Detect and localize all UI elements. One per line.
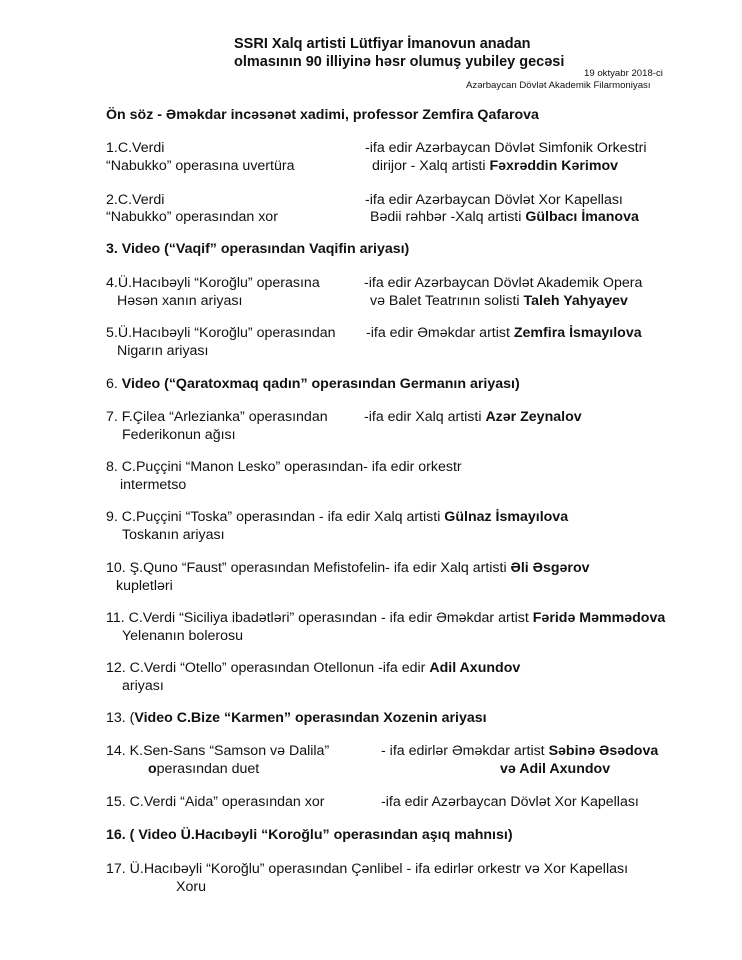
event-venue: Azərbaycan Dövlət Akademik Filarmoniyası (466, 80, 651, 91)
item-2-composer: 2.C.Verdi (106, 192, 165, 208)
item-7-performer-name: Azər Zeynalov (485, 409, 582, 425)
item-4-soloist-name: Taleh Yahyayev (523, 293, 628, 309)
item-7-work: 7. F.Çilea “Arlezianka” operasından (106, 409, 328, 425)
item-2-director-name: Gülbacı İmanova (525, 209, 639, 225)
item-14-performer-name: Səbinə Əsədova (548, 743, 659, 759)
program-title-line1: SSRI Xalq artisti Lütfiyar İmanovun anadan (234, 36, 531, 52)
item-11-line2: Yelenanın bolerosu (122, 628, 243, 644)
preface: Ön söz - Əməkdar incəsənət xadimi, professor Zemfira Qafarova (106, 107, 539, 123)
item-1-conductor-name: Fəxrəddin Kərimov (489, 158, 618, 174)
item-9-line2: Toskanın ariyası (122, 527, 225, 543)
item-1-work: “Nabukko” operasına uvertüra (106, 158, 295, 174)
program-title-line2: olmasının 90 illiyinə həsr olumuş yubiley gecəsi (234, 54, 565, 70)
item-14-duet: operasından duet (148, 761, 260, 777)
item-11-line1: 11. C.Verdi “Siciliya ibadətləri” operasından - ifa edir Əməkdar artist Fəridə Məmmədova (106, 610, 666, 626)
item-15-performer: -ifa edir Azərbaycan Dövlət Xor Kapellası (381, 794, 639, 810)
item-13-video: 13. (Video C.Bize “Karmen” operasından Xozenin ariyası (106, 710, 487, 726)
item-17-line1: 17. Ü.Hacıbəyli “Koroğlu” operasından Çənlibel - ifa edirlər orkestr və Xor Kapellası (106, 861, 629, 877)
item-9-line1: 9. C.Puççini “Toska” operasından - ifa edir Xalq artisti Gülnaz İsmayılova (106, 509, 569, 525)
item-8-line2: intermetso (120, 477, 187, 493)
item-1-composer: 1.C.Verdi (106, 140, 165, 156)
item-12-performer-name: Adil Axundov (429, 660, 521, 676)
item-4-aria: Həsən xanın ariyası (117, 293, 243, 309)
item-4-soloist: və Balet Teatrının solisti Taleh Yahyayev (370, 293, 628, 309)
item-4-work: 4.Ü.Hacıbəyli “Koroğlu” operasına (106, 275, 320, 291)
item-5-aria: Nigarın ariyası (117, 343, 209, 359)
item-14-performer: - ifa edirlər Əməkdar artist Səbinə Əsədova (381, 743, 659, 759)
item-3-video: 3. Video (“Vaqif” operasından Vaqifin ariyası) (106, 241, 410, 257)
item-1-performer: -ifa edir Azərbaycan Dövlət Simfonik Orkestri (365, 140, 647, 156)
item-11-performer-name: Fəridə Məmmədova (532, 610, 666, 626)
item-9-performer-name: Gülnaz İsmayılova (444, 509, 569, 525)
item-10-line1: 10. Ş.Quno “Faust” operasından Mefistofelin- ifa edir Xalq artisti Əli Əsgərov (106, 560, 590, 576)
item-12-line2: ariyası (122, 678, 164, 694)
item-2-work: “Nabukko” operasından xor (106, 209, 278, 225)
item-10-performer-name: Əli Əsgərov (510, 560, 590, 576)
item-7-performer: -ifa edir Xalq artisti Azər Zeynalov (364, 409, 582, 425)
item-14-work: 14. K.Sen-Sans “Samson və Dalila” (106, 743, 330, 759)
item-16-video: 16. ( Video Ü.Hacıbəyli “Koroğlu” operasından aşıq mahnısı) (106, 827, 513, 843)
item-7-aria: Federikonun ağısı (122, 427, 236, 443)
item-5-performer: -ifa edir Əməkdar artist Zemfira İsmayılova (366, 325, 642, 341)
event-date: 19 oktyabr 2018-ci (584, 68, 663, 79)
item-17-line2: Xoru (176, 879, 206, 895)
item-6-video: 6. Video (“Qaratoxmaq qadın” operasından Germanın ariyası) (106, 376, 520, 392)
item-10-line2: kupletləri (116, 578, 173, 594)
item-14-performer-2: və Adil Axundov (500, 761, 611, 777)
item-4-performer: -ifa edir Azərbaycan Dövlət Akademik Opera (364, 275, 643, 291)
item-2-performer: -ifa edir Azərbaycan Dövlət Xor Kapellası (365, 192, 623, 208)
item-15-work: 15. C.Verdi “Aida” operasından xor (106, 794, 325, 810)
item-5-performer-name: Zemfira İsmayılova (513, 325, 642, 341)
item-8-line1: 8. C.Puççini “Manon Lesko” operasından- ifa edir orkestr (106, 459, 462, 475)
item-12-line1: 12. C.Verdi “Otello” operasından Otellonun -ifa edir Adil Axundov (106, 660, 521, 676)
item-1-conductor: dirijor - Xalq artisti Fəxrəddin Kərimov (372, 158, 618, 174)
item-5-work: 5.Ü.Hacıbəyli “Koroğlu” operasından (106, 325, 336, 341)
item-2-director: Bədii rəhbər -Xalq artisti Gülbacı İmanova (370, 209, 639, 225)
